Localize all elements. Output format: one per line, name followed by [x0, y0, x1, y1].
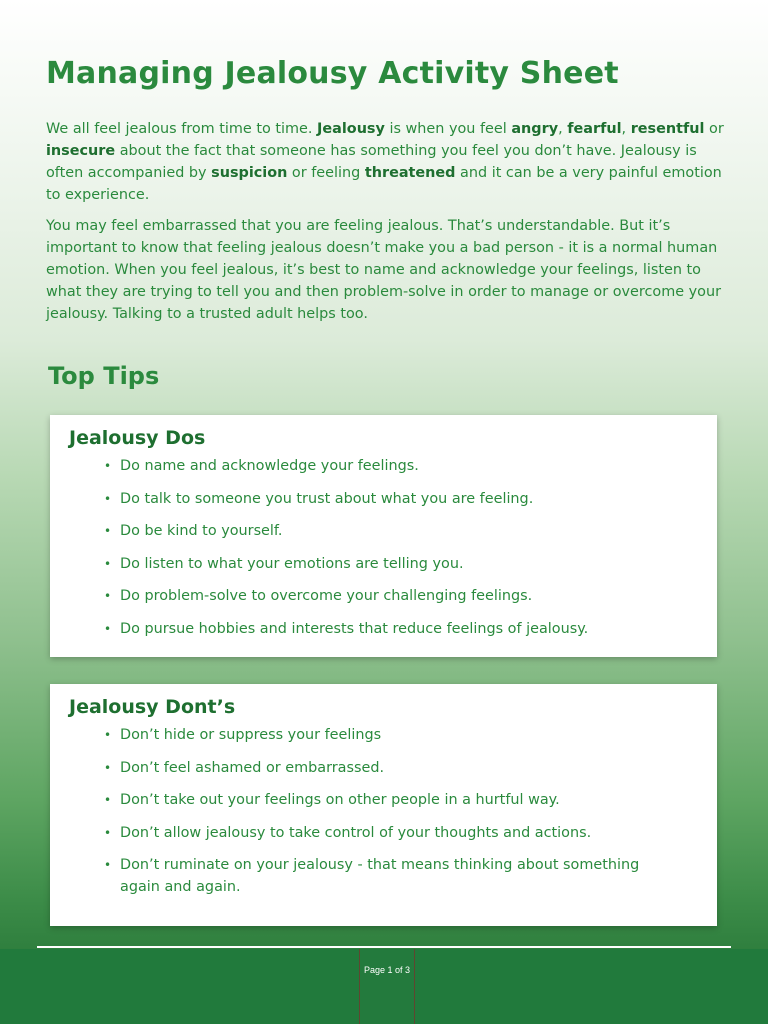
bullet-icon: •: [104, 459, 112, 473]
bullet-icon: •: [104, 728, 112, 742]
list-item: [104, 724, 680, 746]
list-item: [104, 757, 680, 779]
bullet-icon: •: [104, 760, 112, 775]
list-item-text: Do talk to someone you trust about what you are feeling.: [120, 490, 534, 507]
jealousy-donts-card: [50, 684, 717, 926]
list-item-text: Don’t hide or suppress your feelings: [120, 727, 382, 743]
list-item-text: Do name and acknowledge your feelings.: [120, 458, 419, 474]
emphasis-term: fearful: [567, 121, 622, 137]
emphasis-term: angry: [511, 121, 559, 137]
top-tips-heading: Top Tips: [48, 362, 160, 390]
list-item: [104, 520, 680, 542]
jealousy-donts-list: [104, 724, 680, 909]
intro-paragraph-2: You may feel embarrassed that you are feeling jealous. That’s understandable. But it’s important to know that feeling jealous doesn’t make you a bad person - it is a normal human emotion. When you feel jealous, it’s best to name and acknowledge your feelings, listen to what they are trying to tell you and then problem-solve in order to manage or overcome your jealousy. Talking to a trusted adult helps too.: [46, 218, 722, 322]
footer-divider: [37, 946, 731, 948]
intro-text-run: or feeling: [287, 165, 365, 181]
bullet-icon: •: [104, 524, 112, 538]
page-number: Page 1 of 3: [363, 965, 411, 975]
jealousy-dos-card: [50, 415, 717, 657]
bullet-icon: •: [104, 793, 112, 807]
list-item: [104, 618, 680, 640]
bullet-icon: •: [104, 491, 112, 506]
intro-text-run: ,: [621, 121, 631, 137]
bullet-icon: •: [104, 858, 112, 872]
list-item-text: Don’t take out your feelings on other people in a hurtful way.: [120, 792, 560, 808]
bullet-icon: •: [104, 556, 112, 571]
emphasis-term: Jealousy: [317, 121, 385, 137]
list-item: [104, 822, 680, 844]
intro-paragraph-1: [46, 118, 730, 206]
intro-text-run: about the fact that someone has something you feel you don’t have. Jealousy is often accompanied by: [46, 143, 697, 181]
list-item: [104, 854, 680, 898]
emphasis-term: threatened: [364, 165, 456, 181]
emphasis-term: insecure: [46, 143, 116, 159]
list-item: [104, 488, 680, 510]
list-item-text: Do pursue hobbies and interests that reduce feelings of jealousy.: [120, 620, 589, 637]
intro-text-run: or: [704, 121, 724, 137]
list-item: [104, 585, 680, 607]
list-item-text: Don’t feel ashamed or embarrassed.: [120, 759, 385, 776]
jealousy-dos-list: [104, 455, 680, 650]
list-item-text: Don’t ruminate on your jealousy - that means thinking about something again and again.: [120, 857, 640, 895]
list-item-text: Don’t allow jealousy to take control of your thoughts and actions.: [120, 824, 592, 841]
intro-text-run: ,: [558, 121, 568, 137]
list-item: [104, 789, 680, 811]
page-title: Managing Jealousy Activity Sheet: [46, 56, 619, 91]
list-item-text: Do listen to what your emotions are telling you.: [120, 555, 464, 572]
bullet-icon: •: [104, 621, 112, 636]
list-item: [104, 455, 680, 477]
intro-text-run: is when you feel: [384, 121, 512, 137]
jealousy-dos-heading: Jealousy Dos: [69, 427, 206, 449]
intro-text-run: We all feel jealous from time to time.: [46, 121, 318, 137]
intro-section: [46, 118, 730, 334]
list-item-text: Do problem-solve to overcome your challenging feelings.: [120, 588, 533, 604]
bullet-icon: •: [104, 825, 112, 840]
emphasis-term: suspicion: [211, 165, 288, 181]
jealousy-donts-heading: Jealousy Dont’s: [69, 696, 236, 718]
page-number-tab: [359, 949, 415, 1024]
intro-text-run: and it can be a very painful emotion to experience.: [46, 165, 722, 203]
list-item-text: Do be kind to yourself.: [120, 523, 283, 539]
bullet-icon: •: [104, 589, 112, 603]
list-item: [104, 553, 680, 575]
emphasis-term: resentful: [630, 121, 705, 137]
